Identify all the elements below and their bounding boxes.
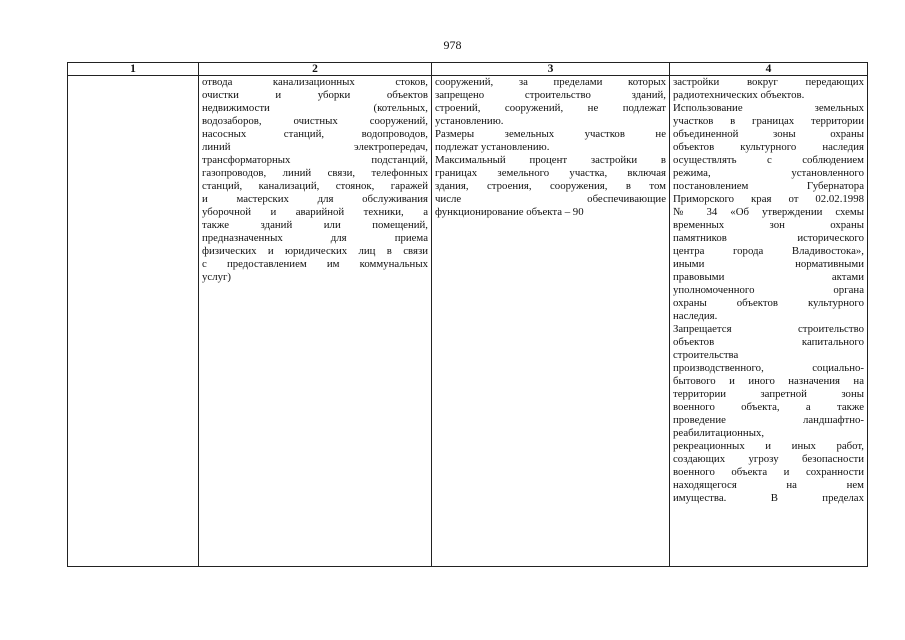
text-line: бытового и иного назначения на xyxy=(673,375,864,387)
text-line: числе обеспечивающие xyxy=(435,193,666,205)
column-header-2: 2 xyxy=(199,63,432,76)
text-line: строительства xyxy=(673,349,739,361)
text-line: водозаборов, очистных сооружений, xyxy=(202,115,428,127)
text-line: станций, канализаций, стоянок, гаражей xyxy=(202,180,428,192)
text-line: объектов капитального xyxy=(673,336,864,348)
text-line: проведение ландшафтно- xyxy=(673,414,864,426)
text-line: создающих угрозу безопасности xyxy=(673,453,864,465)
text-line: временных зон охраны xyxy=(673,219,864,231)
text-line: объединенной зоны охраны xyxy=(673,128,864,140)
text-line: застройки вокруг передающих xyxy=(673,76,864,88)
text-line: военного объекта и сохранности xyxy=(673,466,864,478)
text-line: военного объекта, а также xyxy=(673,401,864,413)
text-line: с предоставлением им коммунальных xyxy=(202,258,428,270)
text-line: газопроводов, линий связи, телефонных xyxy=(202,167,428,179)
cell-col-1 xyxy=(68,76,199,567)
text-line: иными нормативными xyxy=(673,258,864,270)
column-header-3: 3 xyxy=(432,63,670,76)
text-line: территории запретной зоны xyxy=(673,388,864,400)
text-line: Использование земельных xyxy=(673,102,864,114)
text-line: установлению. xyxy=(435,115,504,127)
text-line: находящегося на нем xyxy=(673,479,864,491)
text-line: осуществлять с соблюдением xyxy=(673,154,864,166)
page-number: 978 xyxy=(443,38,462,52)
column-header-1: 1 xyxy=(68,63,199,76)
text-line: физических и юридических лиц в связи xyxy=(202,245,428,257)
text-line: постановлением Губернатора xyxy=(673,180,864,192)
text-line: № 34 «Об утверждении схемы xyxy=(673,206,864,218)
cell-col-3 xyxy=(432,76,670,567)
text-line: Запрещается строительство xyxy=(673,323,864,335)
text-line: запрещено строительство зданий, xyxy=(435,89,666,101)
text-line: режима, установленного xyxy=(673,167,864,179)
text-line: насосных станций, водопроводов, xyxy=(202,128,428,140)
table-header-row xyxy=(68,63,868,76)
text-line: также зданий или помещений, xyxy=(202,219,428,231)
text-line: трансформаторных подстанций, xyxy=(202,154,428,166)
text-line: рекреационных и иных работ, xyxy=(673,440,864,452)
text-line: участков в границах территории xyxy=(673,115,864,127)
text-line: услуг) xyxy=(202,271,232,283)
text-line: Размеры земельных участков не xyxy=(435,128,666,140)
text-line: правовыми актами xyxy=(673,271,864,283)
text-line: строений, сооружений, не подлежат xyxy=(435,102,666,114)
text-line: сооружений, за пределами которых xyxy=(435,76,666,88)
text-line: наследия. xyxy=(673,310,718,322)
text-line: радиотехнических объектов. xyxy=(673,89,805,101)
text-line: функционирование объекта – 90 xyxy=(435,206,584,218)
text-line: Приморского края от 02.02.1998 xyxy=(673,193,864,205)
text-line: здания, строения, сооружения, в том xyxy=(435,180,666,192)
text-line: уполномоченного органа xyxy=(673,284,864,296)
text-line: и мастерских для обслуживания xyxy=(202,193,428,205)
column-header-4: 4 xyxy=(670,63,868,76)
text-line: отвода канализационных стоков, xyxy=(202,76,428,88)
text-line: подлежат установлению. xyxy=(435,141,550,153)
cell-col-4 xyxy=(670,76,868,567)
text-line: охраны объектов культурного xyxy=(673,297,864,309)
text-line: производственного, социально- xyxy=(673,362,864,374)
text-line: очистки и уборки объектов xyxy=(202,89,428,101)
text-line: линий электропередач, xyxy=(202,141,428,153)
table-row xyxy=(68,76,868,567)
text-line: Максимальный процент застройки в xyxy=(435,154,666,166)
text-line: уборочной и аварийной техники, а xyxy=(202,206,428,218)
text-line: памятников исторического xyxy=(673,232,864,244)
cell-col-2 xyxy=(199,76,432,567)
text-line: предназначенных для приема xyxy=(202,232,428,244)
text-line: объектов культурного наследия xyxy=(673,141,864,153)
text-line: реабилитационных, xyxy=(673,427,765,439)
text-line: границах земельного участка, включая xyxy=(435,167,666,179)
document-table xyxy=(67,62,868,567)
text-line: недвижимости (котельных, xyxy=(202,102,428,114)
text-line: центра города Владивостока», xyxy=(673,245,864,257)
text-line: имущества. В пределах xyxy=(673,492,864,504)
